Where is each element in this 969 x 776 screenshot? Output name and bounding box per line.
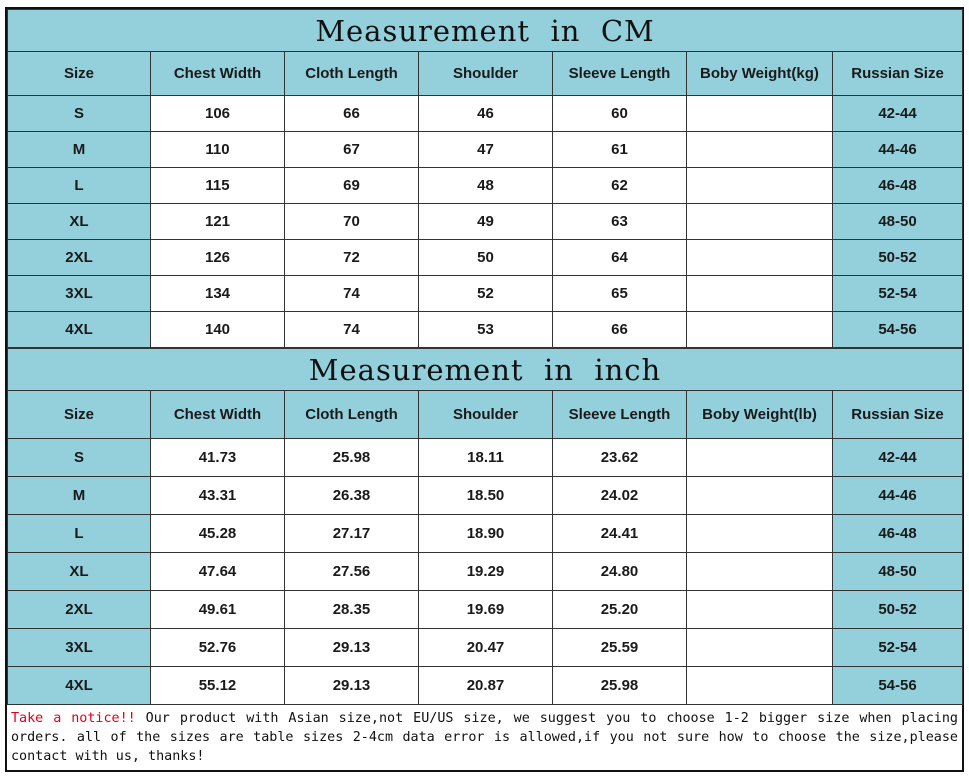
table-cell xyxy=(687,240,833,276)
size-cell: L xyxy=(8,515,151,553)
russian-size-cell: 48-50 xyxy=(833,553,963,591)
column-header: Cloth Length xyxy=(285,391,419,439)
table-title: Measurement in inch xyxy=(8,349,963,391)
size-cell: 4XL xyxy=(8,667,151,705)
table-row xyxy=(8,439,963,477)
column-header: Sleeve Length xyxy=(553,52,687,96)
table-cell: 19.69 xyxy=(419,591,553,629)
cm-size-table xyxy=(7,9,963,348)
table-cell: 66 xyxy=(285,96,419,132)
size-cell: L xyxy=(8,168,151,204)
notice-label: Take a notice!! xyxy=(11,711,136,726)
table-cell: 18.50 xyxy=(419,477,553,515)
table-cell: 28.35 xyxy=(285,591,419,629)
table-cell: 52.76 xyxy=(151,629,285,667)
column-header: Sleeve Length xyxy=(553,391,687,439)
russian-size-cell: 54-56 xyxy=(833,667,963,705)
table-cell: 49 xyxy=(419,204,553,240)
table-cell: 106 xyxy=(151,96,285,132)
table-cell: 74 xyxy=(285,276,419,312)
table-cell xyxy=(687,515,833,553)
table-cell xyxy=(687,591,833,629)
table-cell: 26.38 xyxy=(285,477,419,515)
column-header: Size xyxy=(8,391,151,439)
table-row xyxy=(8,667,963,705)
russian-size-cell: 42-44 xyxy=(833,439,963,477)
russian-size-cell: 42-44 xyxy=(833,96,963,132)
russian-size-cell: 46-48 xyxy=(833,515,963,553)
column-header: Boby Weight(lb) xyxy=(687,391,833,439)
table-cell: 121 xyxy=(151,204,285,240)
table-cell xyxy=(687,439,833,477)
size-cell: M xyxy=(8,477,151,515)
table-cell: 50 xyxy=(419,240,553,276)
table-cell: 27.56 xyxy=(285,553,419,591)
table-cell: 49.61 xyxy=(151,591,285,629)
table-row xyxy=(8,132,963,168)
russian-size-cell: 52-54 xyxy=(833,276,963,312)
table-cell: 43.31 xyxy=(151,477,285,515)
table-cell: 25.98 xyxy=(553,667,687,705)
table-cell xyxy=(687,96,833,132)
table-row xyxy=(8,168,963,204)
table-cell: 47.64 xyxy=(151,553,285,591)
table-cell: 24.02 xyxy=(553,477,687,515)
table-cell: 110 xyxy=(151,132,285,168)
table-row xyxy=(8,515,963,553)
table-cell: 48 xyxy=(419,168,553,204)
size-notice xyxy=(7,709,962,766)
russian-size-cell: 48-50 xyxy=(833,204,963,240)
column-header: Shoulder xyxy=(419,391,553,439)
table-row xyxy=(8,629,963,667)
table-cell: 62 xyxy=(553,168,687,204)
table-cell xyxy=(687,276,833,312)
table-cell: 23.62 xyxy=(553,439,687,477)
size-cell: S xyxy=(8,96,151,132)
notice-text: Our product with Asian size,not EU/US size, we suggest you to choose 1-2 bigger size when placing orders. all of the sizes are table sizes 2-4cm data error is allowed,if you not sure how to choose the size,please contact with us, thanks! xyxy=(11,711,958,764)
column-header: Cloth Length xyxy=(285,52,419,96)
russian-size-cell: 54-56 xyxy=(833,312,963,348)
table-cell: 24.41 xyxy=(553,515,687,553)
table-row xyxy=(8,477,963,515)
table-row xyxy=(8,553,963,591)
table-cell: 134 xyxy=(151,276,285,312)
table-cell xyxy=(687,168,833,204)
table-cell: 25.20 xyxy=(553,591,687,629)
size-cell: 3XL xyxy=(8,276,151,312)
table-title: Measurement in CM xyxy=(8,10,963,52)
table-cell: 25.59 xyxy=(553,629,687,667)
size-cell: 2XL xyxy=(8,591,151,629)
table-cell xyxy=(687,667,833,705)
column-header: Boby Weight(kg) xyxy=(687,52,833,96)
table-cell: 27.17 xyxy=(285,515,419,553)
table-cell xyxy=(687,204,833,240)
table-cell: 61 xyxy=(553,132,687,168)
table-cell: 66 xyxy=(553,312,687,348)
column-header: Chest Width xyxy=(151,52,285,96)
table-cell xyxy=(687,629,833,667)
column-header: Size xyxy=(8,52,151,96)
table-cell: 65 xyxy=(553,276,687,312)
table-cell xyxy=(687,132,833,168)
inch-size-table xyxy=(7,348,963,705)
size-cell: 3XL xyxy=(8,629,151,667)
table-row xyxy=(8,204,963,240)
table-cell: 53 xyxy=(419,312,553,348)
russian-size-cell: 50-52 xyxy=(833,591,963,629)
table-cell: 24.80 xyxy=(553,553,687,591)
table-cell: 47 xyxy=(419,132,553,168)
size-chart xyxy=(5,7,964,772)
table-cell: 55.12 xyxy=(151,667,285,705)
table-cell: 60 xyxy=(553,96,687,132)
size-cell: M xyxy=(8,132,151,168)
size-cell: XL xyxy=(8,204,151,240)
table-cell xyxy=(687,312,833,348)
table-cell: 20.47 xyxy=(419,629,553,667)
table-row xyxy=(8,591,963,629)
table-cell: 70 xyxy=(285,204,419,240)
table-cell: 29.13 xyxy=(285,667,419,705)
table-cell: 18.11 xyxy=(419,439,553,477)
table-cell: 52 xyxy=(419,276,553,312)
table-cell: 64 xyxy=(553,240,687,276)
table-cell: 29.13 xyxy=(285,629,419,667)
table-cell: 72 xyxy=(285,240,419,276)
table-cell: 140 xyxy=(151,312,285,348)
size-cell: 2XL xyxy=(8,240,151,276)
table-cell: 63 xyxy=(553,204,687,240)
russian-size-cell: 44-46 xyxy=(833,132,963,168)
size-cell: 4XL xyxy=(8,312,151,348)
table-cell: 126 xyxy=(151,240,285,276)
table-cell: 74 xyxy=(285,312,419,348)
table-cell xyxy=(687,477,833,515)
table-cell: 115 xyxy=(151,168,285,204)
table-row xyxy=(8,240,963,276)
russian-size-cell: 46-48 xyxy=(833,168,963,204)
russian-size-cell: 44-46 xyxy=(833,477,963,515)
table-cell: 18.90 xyxy=(419,515,553,553)
table-cell: 41.73 xyxy=(151,439,285,477)
table-cell xyxy=(687,553,833,591)
russian-size-cell: 50-52 xyxy=(833,240,963,276)
table-cell: 46 xyxy=(419,96,553,132)
size-cell: XL xyxy=(8,553,151,591)
table-row xyxy=(8,312,963,348)
table-cell: 67 xyxy=(285,132,419,168)
table-cell: 19.29 xyxy=(419,553,553,591)
size-cell: S xyxy=(8,439,151,477)
table-row xyxy=(8,96,963,132)
table-row xyxy=(8,276,963,312)
table-cell: 20.87 xyxy=(419,667,553,705)
column-header: Russian Size xyxy=(833,52,963,96)
table-cell: 25.98 xyxy=(285,439,419,477)
russian-size-cell: 52-54 xyxy=(833,629,963,667)
table-cell: 45.28 xyxy=(151,515,285,553)
column-header: Shoulder xyxy=(419,52,553,96)
table-cell: 69 xyxy=(285,168,419,204)
column-header: Russian Size xyxy=(833,391,963,439)
column-header: Chest Width xyxy=(151,391,285,439)
